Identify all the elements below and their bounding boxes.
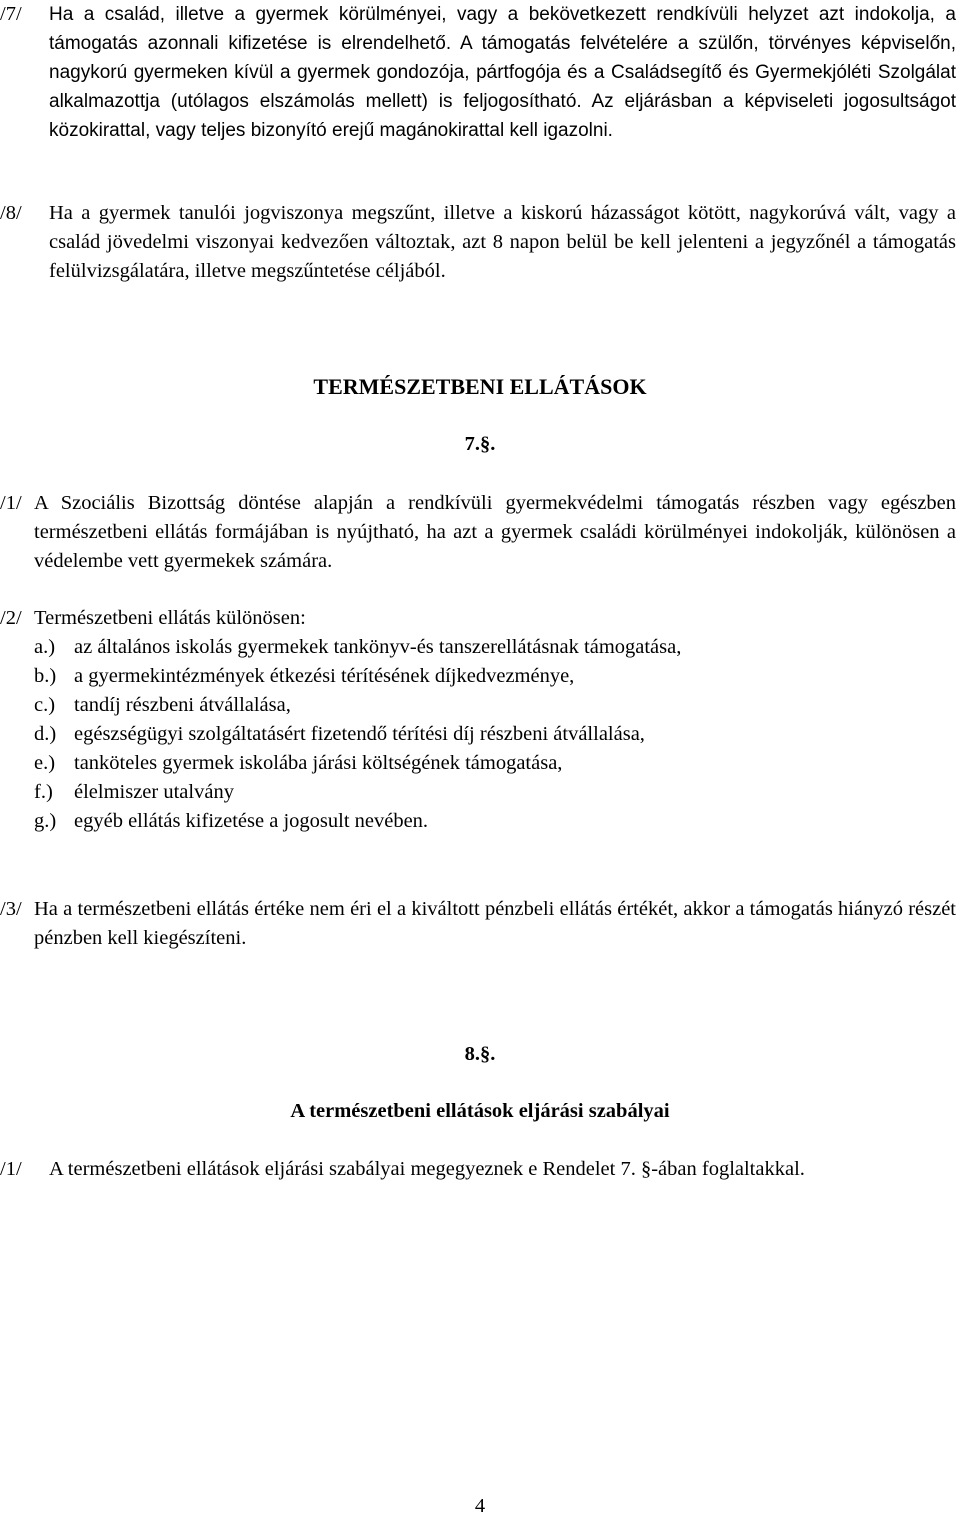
list-item-label: e.)	[34, 752, 56, 774]
section-number: 8.§.	[464, 1043, 496, 1065]
list-item-label: b.)	[34, 665, 57, 687]
list-item	[34, 691, 681, 720]
list-item-label: f.)	[34, 781, 53, 803]
paragraph-marker: /1/	[0, 492, 22, 514]
paragraph-text: A természetbeni ellátások eljárási szabályai megegyeznek e Rendelet 7. §-ában foglaltakkal.	[49, 1158, 805, 1180]
paragraph-marker: /8/	[0, 202, 22, 224]
list-item-text: az általános iskolás gyermekek tankönyv-és tanszerellátásnak támogatása,	[74, 636, 682, 658]
paragraph-marker: /1/	[0, 1158, 22, 1180]
list-item-text: tandíj részbeni átvállalása,	[74, 694, 291, 716]
list-item-text: egészségügyi szolgáltatásért fizetendő térítési díj részbeni átvállalása,	[74, 723, 645, 745]
list-item	[34, 778, 681, 807]
paragraph-text: Ha a család, illetve a gyermek körülményei, vagy a bekövetkezett rendkívüli helyzet azt indokolja, a támogatás azonnali kifizetése is elrendelhető. A támogatás felvételére a szülőn, törvényes képviselőn, nagykorú gyermeken kívül a gyermek gondozója, pártfogója és a Családsegítő és Gyermekjóléti Szolgálat alkalmazottja (utólagos elszámolás mellett) is feljogosítható. Az eljárásban a képviseleti jogosultságot közokirattal, vagy teljes bizonyító erejű magánokirattal kell igazolni.	[49, 4, 956, 141]
paragraph-marker: /7/	[0, 3, 22, 25]
benefit-list	[34, 633, 681, 836]
section-number: 7.§.	[464, 433, 496, 455]
paragraph-marker: /3/	[0, 898, 22, 920]
list-item	[34, 749, 681, 778]
paragraph-8	[0, 199, 956, 286]
section-heading: TERMÉSZETBENI ELLÁTÁSOK	[313, 374, 647, 399]
section-8-paragraph-1	[0, 1155, 956, 1184]
paragraph-text: A Szociális Bizottság döntése alapján a rendkívüli gyermekvédelmi támogatás részben vagy egészben természetbeni ellátás formájában is nyújtható, ha azt a gyermek családi körülményei indokolják, különösen a védelembe vett gyermekek számára.	[34, 492, 956, 572]
list-item	[34, 720, 681, 749]
section-7-paragraph-2	[0, 604, 956, 633]
list-item	[34, 662, 681, 691]
page-number: 4	[474, 1495, 486, 1517]
list-item	[34, 807, 681, 836]
paragraph-text: Természetbeni ellátás különösen:	[34, 607, 306, 629]
paragraph-text: Ha a gyermek tanulói jogviszonya megszűnt, illetve a kiskorú házasságot kötött, nagykorúvá vált, vagy a család jövedelmi viszonyai kedvezően változtak, azt 8 napon belül be kell jelenteni a jegyzőnél a támogatás felülvizsgálatára, illetve megszűntetése céljából.	[49, 202, 956, 282]
list-item	[34, 633, 681, 662]
list-item-label: c.)	[34, 694, 56, 716]
paragraph-text: Ha a természetbeni ellátás értéke nem éri el a kiváltott pénzbeli ellátás értékét, akkor a támogatás hiányzó részét pénzben kell kiegészíteni.	[34, 898, 956, 949]
list-item-label: d.)	[34, 723, 57, 745]
list-item-label: g.)	[34, 810, 57, 832]
list-item-text: egyéb ellátás kifizetése a jogosult nevében.	[74, 810, 429, 832]
section-7-paragraph-1	[0, 489, 956, 576]
list-item-text: tanköteles gyermek iskolába járási költségének támogatása,	[74, 752, 563, 774]
section-heading: A természetbeni ellátások eljárási szabályai	[290, 1100, 670, 1122]
paragraph-marker: /2/	[0, 607, 22, 629]
paragraph-7	[0, 0, 956, 145]
list-item-text: a gyermekintézmények étkezési térítésének díjkedvezménye,	[74, 665, 575, 687]
list-item-text: élelmiszer utalvány	[74, 781, 234, 803]
section-7-paragraph-3	[0, 895, 956, 953]
list-item-label: a.)	[34, 636, 56, 658]
